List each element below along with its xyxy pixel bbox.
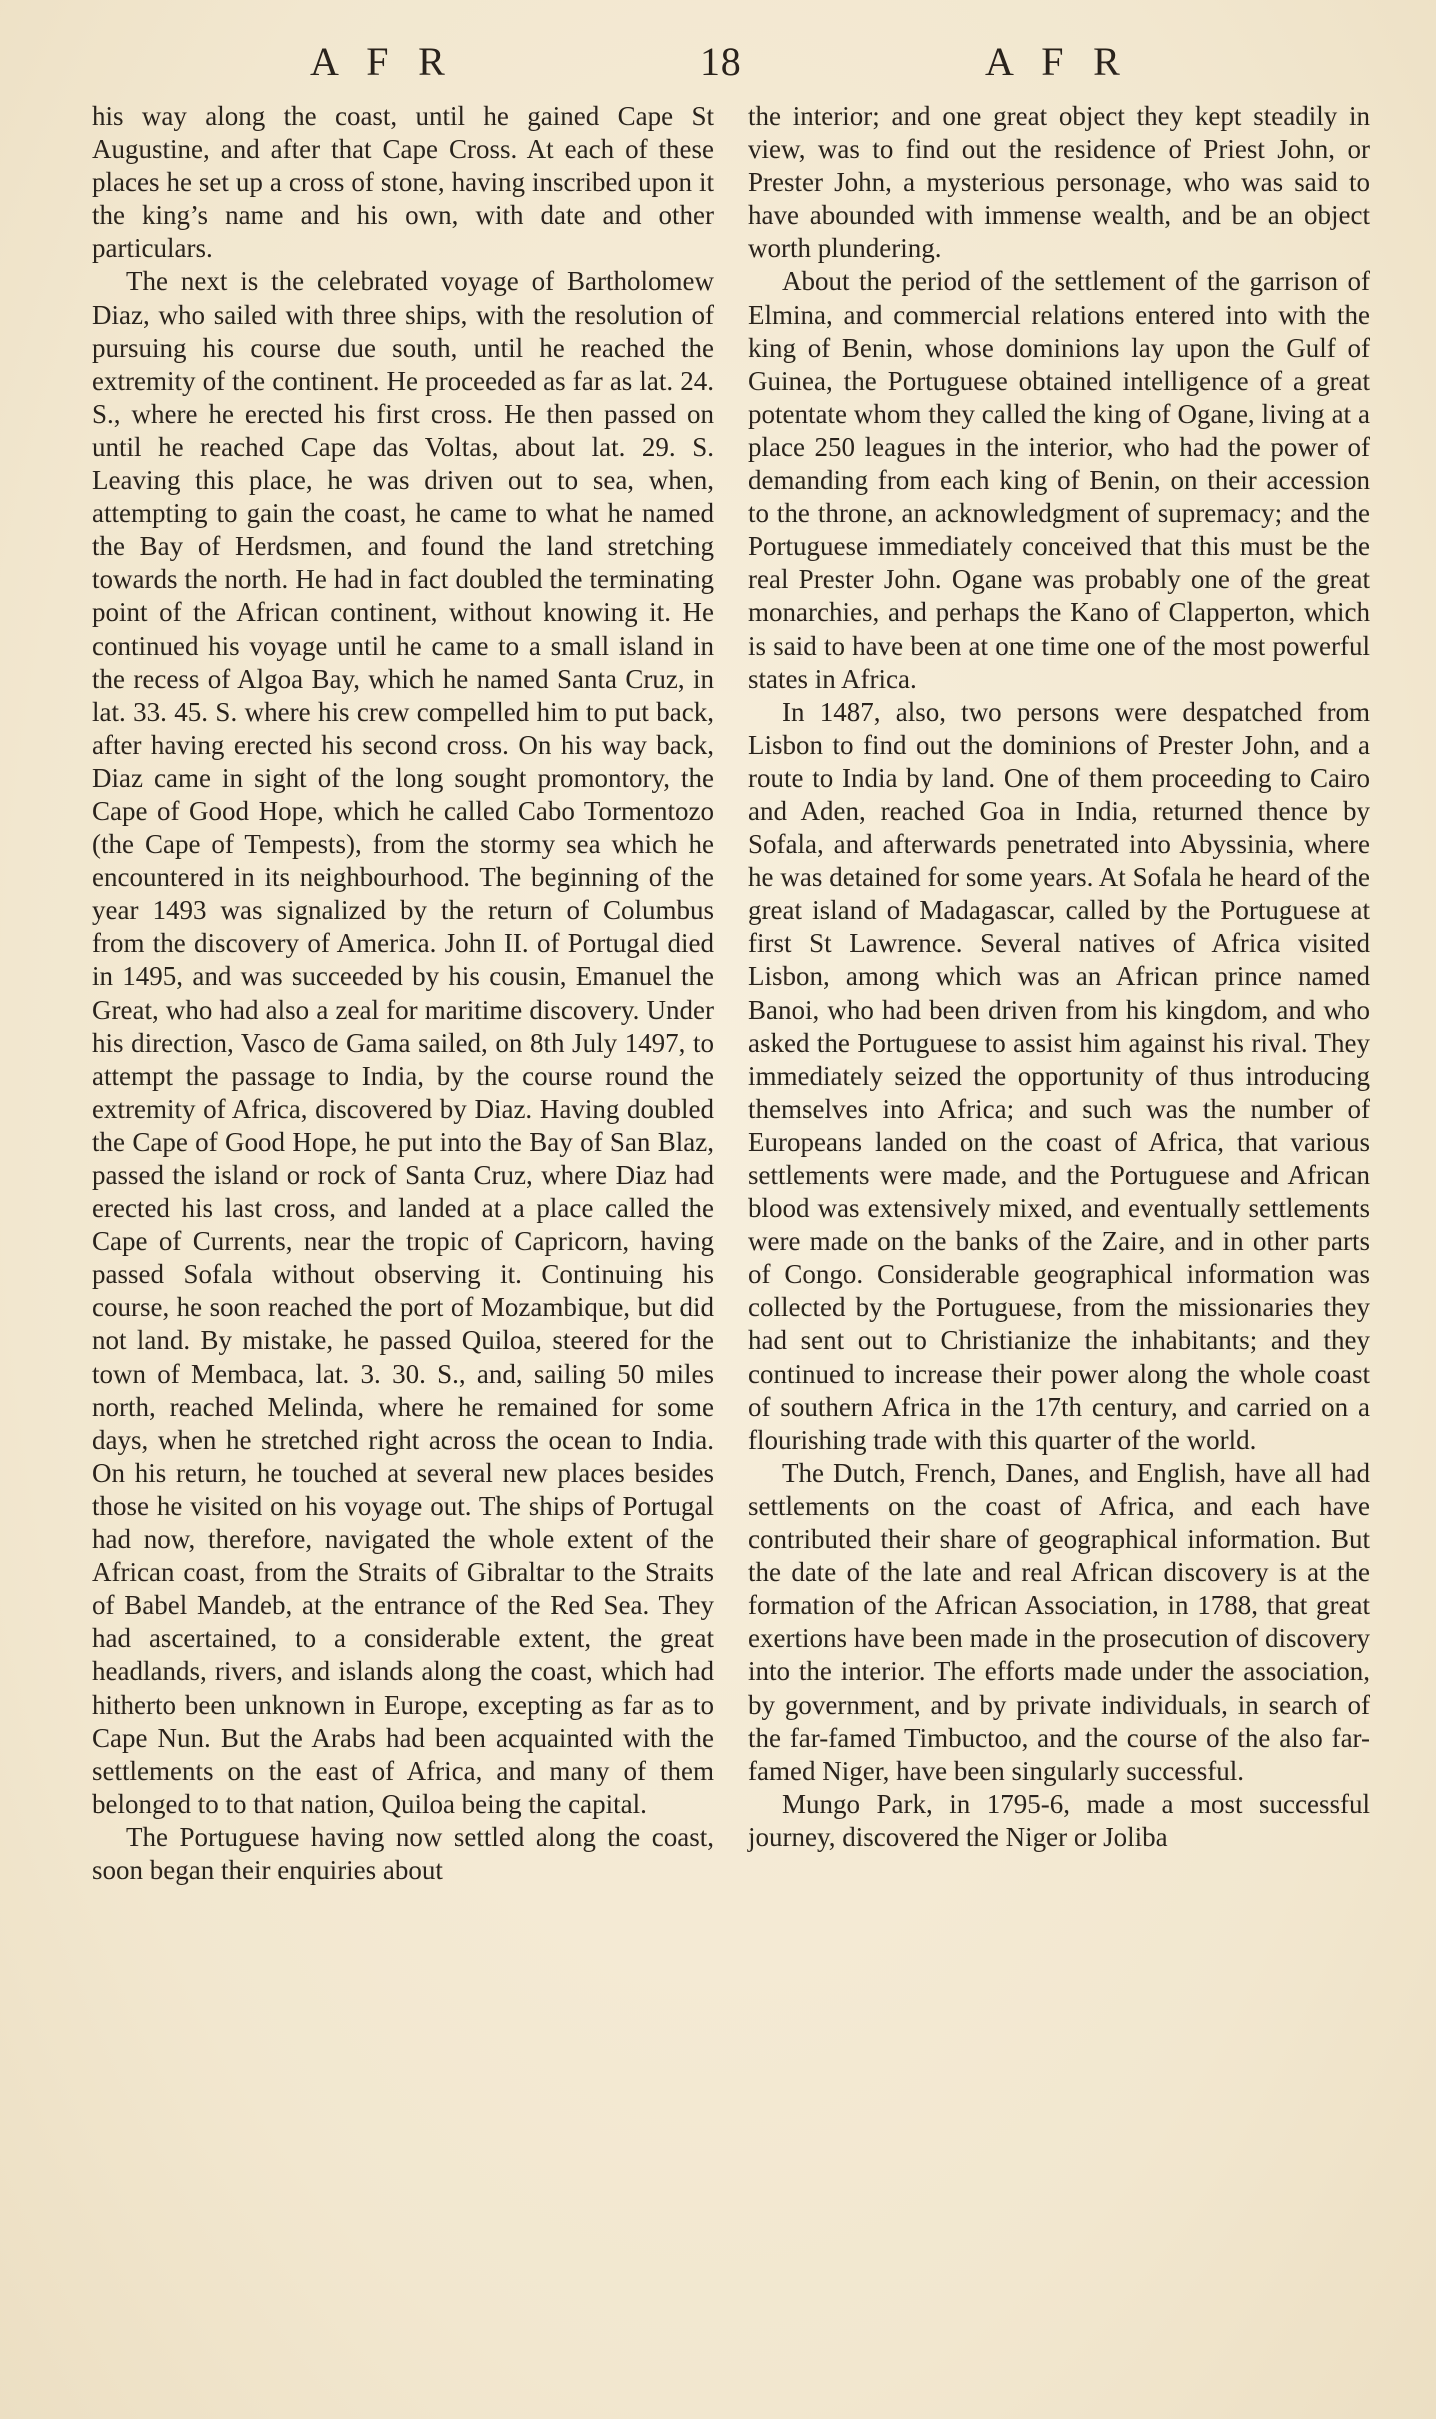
paragraph: The Portuguese having now settled along the coast, soon began their enquiries about (92, 1821, 714, 1885)
page-number: 18 (700, 39, 742, 84)
paragraph: The next is the celebrated voyage of Bartholomew Diaz, who sailed with three ships, with the resolution of pursuing his course due south, until he reached the extremity of the continent. He proceeded as far as lat. 24. S., where he erected his first cross. He then passed on until he reached Cape das Voltas, about lat. 29. S. Leaving this place, he was driven out to sea, when, attempting to gain the coast, he came to what he named the Bay of Herdsmen, and found the land stretching towards the north. He had in fact doubled the terminating point of the African continent, without knowing it. He continued his voyage until he came to a small island in the recess of Algoa Bay, which he named Santa Cruz, in lat. 33. 45. S. where his crew compelled him to put back, after having erected his second cross. On his way back, Diaz came in sight of the long sought promontory, the Cape of Good Hope, which he called Cabo Tormentozo (the Cape of Tempests), from the stormy sea which he encountered in its neighbourhood. The beginning of the year 1493 was signalized by the return of Columbus from the discovery of America. John II. of Portugal died in 1495, and was succeeded by his cousin, Emanuel the Great, who had also a zeal for maritime discovery. Under his direction, Vasco de Gama sailed, on 8th July 1497, to attempt the passage to India, by the course round the extremity of Africa, discovered by Diaz. Having doubled the Cape of Good Hope, he put into the Bay of San Blaz, passed the island or rock of Santa Cruz, where Diaz had erected his last cross, and landed at a place called the Cape of Currents, near the tropic of Capricorn, having passed Sofala without observing it. Continuing his course, he soon reached the port of Mozambique, but did not land. By mistake, he passed Quiloa, steered for the town of Membaca, lat. 3. 30. S., and, sailing 50 miles north, reached Melinda, where he remained for some days, when he stretched right across the ocean to India. On his return, he touched at several new places besides those he visited on his voyage out. The ships of Portugal had now, therefore, navigated the whole extent of the African coast, from the Straits of Gibraltar to the Straits of Babel Mandeb, at the entrance of the Red Sea. They had ascertained, to a considerable extent, the great headlands, rivers, and islands along the coast, which had hitherto been unknown in Europe, excepting as far as to Cape Nun. But the Arabs had been acquainted with the settlements on the east of Africa, and many of them belonged to to that nation, Quiloa being the capital. (92, 266, 714, 1819)
paragraph: Mungo Park, in 1795-6, made a most successful journey, discovered the Niger or Joliba (748, 1788, 1370, 1852)
paragraph: In 1487, also, two persons were despatched from Lisbon to find out the dominions of Prester John, and a route to India by land. One of them proceeding to Cairo and Aden, reached Goa in India, returned thence by Sofala, and afterwards penetrated into Abyssinia, where he was detained for some years. At Sofala he heard of the great island of Madagascar, called by the Portuguese at first St Lawrence. Several natives of Africa visited Lisbon, among which was an African prince named Banoi, who had been driven from his kingdom, and who asked the Portuguese to assist him against his rival. They immediately seized the opportunity of thus introducing themselves into Africa; and such was the number of Europeans landed on the coast of Africa, that various settlements were made, and the Portuguese and African blood was extensively mixed, and eventually settlements were made on the banks of the Zaire, and in other parts of Congo. Considerable geographical information was collected by the Portuguese, from the missionaries they had sent out to Christianize the inhabitants; and they continued to increase their power along the whole coast of southern Africa in the 17th century, and carried on a flourishing trade with this quarter of the world. (748, 696, 1370, 1455)
paragraph: his way along the coast, until he gained Cape St Augustine, and after that Cape Cross. At each of these places he set up a cross of stone, having inscribed upon it the king’s name and his own, with date and other particulars. (92, 101, 714, 264)
running-head-right: A F R (985, 39, 1121, 84)
right-column (748, 100, 1370, 1854)
paragraph: the interior; and one great object they kept steadily in view, was to find out the residence of Priest John, or Prester John, a mysterious personage, who was said to have abounded with immense wealth, and be an object worth plundering. (748, 101, 1370, 264)
paragraph: The Dutch, French, Danes, and English, have all had settlements on the coast of Africa, and each have contributed their share of geographical information. But the date of the late and real African discovery is at the formation of the African Association, in 1788, that great exertions have been made in the prosecution of discovery into the interior. The efforts made under the association, by government, and by private individuals, in search of the far-famed Timbuctoo, and the course of the also far-famed Niger, have been singularly successful. (748, 1457, 1370, 1786)
paragraph: About the period of the settlement of the garrison of Elmina, and commercial relations entered into with the king of Benin, whose dominions lay upon the Gulf of Guinea, the Portuguese obtained intelligence of a great potentate whom they called the king of Ogane, living at a place 250 leagues in the interior, who had the power of demanding from each king of Benin, on their accession to the throne, an acknowledgment of supremacy; and the Portuguese immediately conceived that this must be the real Prester John. Ogane was probably one of the great monarchies, and perhaps the Kano of Clapperton, which is said to have been at one time one of the most powerful states in Africa. (748, 266, 1370, 694)
running-head-left: A F R (310, 39, 446, 84)
left-column (92, 100, 714, 1887)
running-head (0, 38, 1436, 88)
